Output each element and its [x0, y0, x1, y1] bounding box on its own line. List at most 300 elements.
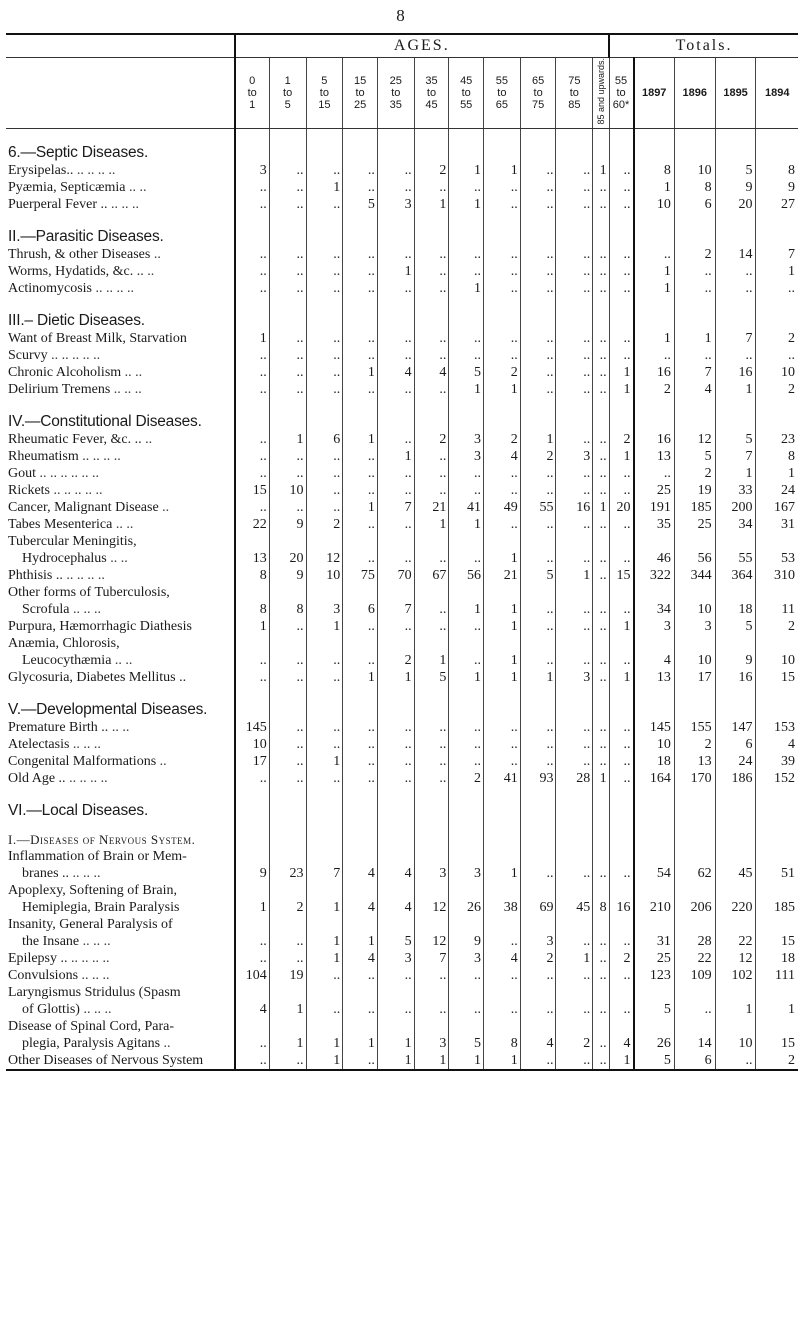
row-label: Disease of Spinal Cord, Para- [8, 1018, 175, 1034]
table-cell: .. [269, 381, 306, 398]
table-cell: .. [343, 381, 378, 398]
table-row [6, 753, 798, 770]
table-cell: .. [556, 865, 593, 882]
table-cell [235, 297, 270, 330]
table-cell: 185 [674, 499, 715, 516]
table-cell: 8 [235, 601, 270, 618]
table-cell: .. [593, 465, 609, 482]
table-cell: 206 [674, 899, 715, 916]
age-header-from: 0 [249, 74, 256, 87]
table-cell: 2 [484, 431, 521, 448]
table-cell [520, 584, 556, 601]
table-cell: 310 [756, 567, 798, 584]
table-cell: .. [609, 967, 633, 984]
leader-dots: .. [153, 246, 161, 262]
table-cell: 1 [343, 669, 378, 686]
table-cell: .. [756, 280, 798, 297]
table-cell [674, 882, 715, 899]
age-header-to-word: to [569, 86, 579, 99]
table-cell [715, 984, 756, 1001]
table-cell [377, 213, 414, 246]
table-cell [520, 984, 556, 1001]
table-cell: 2 [609, 950, 633, 967]
table-cell [414, 398, 449, 431]
table-cell [634, 635, 675, 652]
table-cell [634, 882, 675, 899]
table-cell: 9 [269, 567, 306, 584]
table-cell [556, 848, 593, 865]
table-cell [484, 1018, 521, 1035]
table-cell [674, 635, 715, 652]
table-cell [674, 916, 715, 933]
table-cell: 3 [634, 618, 675, 635]
table-cell: 2 [674, 246, 715, 263]
table-cell: .. [414, 482, 449, 499]
table-cell: .. [609, 550, 633, 567]
table-cell: .. [269, 499, 306, 516]
table-cell [756, 533, 798, 550]
table-cell: 1 [609, 669, 633, 686]
table-cell: 1 [756, 263, 798, 280]
totals-label: Totals. [675, 37, 733, 54]
table-cell: .. [593, 719, 609, 736]
row-label [6, 719, 235, 736]
row-label-text: Erysipelas.. [8, 162, 74, 178]
table-cell [593, 916, 609, 933]
year-column-header: 1896 [674, 58, 715, 129]
table-cell: .. [235, 364, 270, 381]
table-row [6, 601, 798, 618]
table-cell: .. [343, 770, 378, 787]
age-header-to: 55 [460, 98, 473, 111]
table-cell: 1 [449, 280, 484, 297]
table-cell: 22 [715, 933, 756, 950]
table-cell [593, 686, 609, 719]
table-row [6, 482, 798, 499]
age-column-header [414, 58, 449, 129]
table-cell: .. [520, 364, 556, 381]
table-cell [306, 635, 343, 652]
table-cell: 2 [520, 950, 556, 967]
table-cell: .. [520, 347, 556, 364]
table-cell: 7 [756, 246, 798, 263]
table-cell: .. [520, 246, 556, 263]
table-cell: .. [609, 933, 633, 950]
row-label [6, 669, 235, 686]
row-label-text: Scurvy [8, 347, 48, 363]
leader-dots: .. .. [110, 550, 128, 566]
table-cell: .. [520, 196, 556, 213]
table-cell: .. [484, 736, 521, 753]
table-cell: 10 [269, 482, 306, 499]
table-cell: .. [715, 263, 756, 280]
table-cell: .. [414, 330, 449, 347]
table-cell [414, 533, 449, 550]
table-cell: 111 [756, 967, 798, 984]
table-cell: 1 [520, 431, 556, 448]
table-cell: 152 [756, 770, 798, 787]
table-cell [306, 1018, 343, 1035]
table-cell: 1 [269, 431, 306, 448]
table-cell: 1 [715, 1001, 756, 1018]
table-cell [377, 787, 414, 820]
table-cell: .. [556, 482, 593, 499]
table-cell [449, 1018, 484, 1035]
row-label [6, 499, 235, 516]
table-cell: 1 [414, 652, 449, 669]
table-cell [593, 584, 609, 601]
table-cell: 1 [484, 162, 521, 179]
table-cell [377, 686, 414, 719]
table-cell: .. [269, 950, 306, 967]
row-label-text: Congenital Malformations [8, 753, 157, 769]
table-cell [414, 635, 449, 652]
table-cell: .. [235, 933, 270, 950]
table-cell: .. [414, 347, 449, 364]
age-header-from: 75 [568, 74, 581, 87]
table-cell: .. [269, 196, 306, 213]
table-cell: .. [609, 162, 633, 179]
leader-dots: .. .. [128, 179, 147, 195]
table-cell: .. [556, 550, 593, 567]
table-row [6, 1052, 798, 1070]
table-cell: .. [520, 967, 556, 984]
table-cell: 3 [556, 669, 593, 686]
table-cell: 16 [556, 499, 593, 516]
table-cell [343, 584, 378, 601]
table-cell: .. [634, 465, 675, 482]
table-cell: 27 [756, 196, 798, 213]
age-header-to-word: to [426, 86, 437, 99]
table-cell: .. [414, 465, 449, 482]
table-cell: 7 [306, 865, 343, 882]
table-cell: .. [556, 330, 593, 347]
table-cell: .. [593, 865, 609, 882]
table-cell: .. [609, 770, 633, 787]
table-cell [674, 213, 715, 246]
table-cell: .. [343, 347, 378, 364]
table-cell: 31 [634, 933, 675, 950]
table-cell: .. [269, 933, 306, 950]
table-cell: 1 [343, 499, 378, 516]
table-cell: .. [593, 381, 609, 398]
table-cell: .. [484, 719, 521, 736]
table-cell: .. [377, 550, 414, 567]
table-cell: 5 [634, 1052, 675, 1070]
age-column-header [306, 58, 343, 129]
table-cell: .. [377, 967, 414, 984]
table-row-continued-label [6, 984, 798, 1001]
table-cell: .. [343, 652, 378, 669]
table-cell: 6 [306, 431, 343, 448]
table-cell [343, 533, 378, 550]
table-cell: 9 [715, 179, 756, 196]
table-cell: 70 [377, 567, 414, 584]
table-cell [520, 1018, 556, 1035]
table-cell: 1 [449, 601, 484, 618]
table-cell: .. [593, 347, 609, 364]
table-cell: 3 [449, 865, 484, 882]
table-cell: 1 [377, 669, 414, 686]
table-row-continued-label [6, 635, 798, 652]
table-cell [235, 984, 270, 1001]
table-row [6, 179, 798, 196]
table-cell: 200 [715, 499, 756, 516]
table-cell [593, 848, 609, 865]
table-cell: .. [449, 652, 484, 669]
table-cell [235, 635, 270, 652]
table-cell [634, 398, 675, 431]
table-cell: 1 [269, 1001, 306, 1018]
table-cell [674, 984, 715, 1001]
table-row [6, 364, 798, 381]
table-cell: .. [377, 516, 414, 533]
table-row [6, 431, 798, 448]
table-cell: .. [520, 601, 556, 618]
year-column-header: 1897 [634, 58, 675, 129]
table-cell [756, 686, 798, 719]
table-cell: 56 [449, 567, 484, 584]
table-cell: .. [306, 246, 343, 263]
table-cell: 2 [756, 1052, 798, 1070]
table-cell: .. [269, 618, 306, 635]
table-cell: .. [235, 246, 270, 263]
table-cell: .. [269, 280, 306, 297]
table-cell [235, 533, 270, 550]
table-cell: 5 [715, 162, 756, 179]
table-cell: .. [556, 347, 593, 364]
table-cell: .. [756, 347, 798, 364]
table-cell: .. [306, 381, 343, 398]
table-cell [306, 213, 343, 246]
table-cell: 2 [756, 381, 798, 398]
table-cell [449, 128, 484, 162]
table-cell: .. [343, 179, 378, 196]
table-cell: 10 [674, 652, 715, 669]
table-cell: .. [484, 967, 521, 984]
table-cell [377, 635, 414, 652]
table-cell: 6 [674, 196, 715, 213]
table-cell: 8 [593, 899, 609, 916]
table-cell: .. [609, 263, 633, 280]
table-cell [674, 820, 715, 848]
table-cell: .. [343, 246, 378, 263]
age-header-from: 35 [425, 74, 438, 87]
table-cell: 1 [484, 381, 521, 398]
table-cell: .. [484, 179, 521, 196]
table-row [6, 967, 798, 984]
table-cell [520, 882, 556, 899]
table-cell: 10 [756, 364, 798, 381]
table-cell [756, 1018, 798, 1035]
table-cell: .. [484, 246, 521, 263]
leader-dots: .. .. .. .. .. [53, 482, 103, 498]
table-cell [343, 128, 378, 162]
age-column-header [556, 58, 593, 129]
table-cell: .. [593, 263, 609, 280]
table-cell: .. [449, 465, 484, 482]
age-column-header [520, 58, 556, 129]
table-cell [609, 882, 633, 899]
table-cell [343, 635, 378, 652]
table-cell: .. [593, 753, 609, 770]
table-cell [634, 984, 675, 1001]
age-header-from: 1 [284, 74, 291, 87]
table-cell: .. [306, 1001, 343, 1018]
table-cell: .. [269, 652, 306, 669]
table-cell: .. [556, 431, 593, 448]
table-cell: .. [306, 280, 343, 297]
table-cell [556, 398, 593, 431]
table-cell: .. [306, 967, 343, 984]
table-cell [343, 848, 378, 865]
table-cell: .. [520, 280, 556, 297]
table-cell: 8 [269, 601, 306, 618]
table-cell: .. [484, 933, 521, 950]
row-label: Anæmia, Chlorosis, [8, 635, 120, 651]
table-cell: 8 [484, 1035, 521, 1052]
table-cell [715, 787, 756, 820]
age-header-to-word: to [497, 86, 507, 99]
table-cell: .. [343, 330, 378, 347]
table-cell: .. [674, 280, 715, 297]
table-cell [520, 297, 556, 330]
row-label [6, 516, 235, 533]
table-cell: 4 [235, 1001, 270, 1018]
subsection-heading-row [6, 820, 798, 848]
table-cell [235, 686, 270, 719]
leader-dots: .. .. .. .. [76, 162, 116, 178]
table-cell: .. [343, 618, 378, 635]
table-cell: 7 [414, 950, 449, 967]
table-row [6, 347, 798, 364]
table-row [6, 899, 798, 916]
table-cell: 41 [449, 499, 484, 516]
row-label: Laryngismus Stridulus (Spasm [8, 984, 181, 1000]
table-cell: .. [484, 482, 521, 499]
table-cell [306, 686, 343, 719]
table-cell: .. [449, 482, 484, 499]
row-label [6, 381, 235, 398]
table-cell: .. [377, 162, 414, 179]
leader-dots: .. .. .. .. [71, 950, 110, 966]
row-label-text: Purpura, Hæmorrhagic Diathesis [8, 618, 192, 634]
table-cell [609, 635, 633, 652]
table-cell [634, 128, 675, 162]
table-cell: .. [449, 263, 484, 280]
table-cell [414, 686, 449, 719]
row-label-text: Cancer, Malignant Disease [8, 499, 159, 515]
row-label: Apoplexy, Softening of Brain, [8, 882, 178, 898]
age-header-to: 65 [495, 98, 509, 111]
table-cell: 3 [235, 162, 270, 179]
row-label [6, 162, 235, 179]
table-cell: .. [556, 1001, 593, 1018]
table-cell: 1 [484, 618, 521, 635]
table-cell: .. [556, 736, 593, 753]
table-cell: 11 [756, 601, 798, 618]
table-cell: .. [343, 263, 378, 280]
table-row-continued-label [6, 916, 798, 933]
row-label [6, 364, 235, 381]
leader-dots: .. [162, 499, 170, 515]
table-cell: 1 [484, 652, 521, 669]
table-cell: 55 [715, 550, 756, 567]
table-cell [484, 398, 521, 431]
table-cell: 1 [484, 669, 521, 686]
table-cell: .. [556, 263, 593, 280]
table-cell [556, 820, 593, 848]
table-cell: 9 [235, 865, 270, 882]
table-cell: 35 [634, 516, 675, 533]
table-cell: 45 [556, 899, 593, 916]
table-cell: 7 [377, 499, 414, 516]
table-cell: 3 [520, 933, 556, 950]
table-cell: .. [235, 448, 270, 465]
table-cell [484, 820, 521, 848]
row-label [6, 482, 235, 499]
table-cell [756, 297, 798, 330]
age-header-to: 45 [425, 98, 438, 111]
table-cell: .. [269, 448, 306, 465]
table-cell: 9 [269, 516, 306, 533]
table-cell: .. [269, 1052, 306, 1070]
table-cell: 3 [449, 431, 484, 448]
table-cell: 93 [520, 770, 556, 787]
table-cell [484, 584, 521, 601]
table-cell [306, 584, 343, 601]
age-header-to: 25 [353, 98, 367, 111]
table-cell: .. [520, 618, 556, 635]
row-label-text: plegia, Paralysis Agitans [22, 1035, 161, 1051]
table-cell: .. [520, 550, 556, 567]
table-cell: .. [609, 736, 633, 753]
table-cell: 22 [674, 950, 715, 967]
table-row [6, 465, 798, 482]
table-cell: .. [520, 753, 556, 770]
table-row [6, 448, 798, 465]
table-cell: 322 [634, 567, 675, 584]
table-cell [674, 398, 715, 431]
upwards-label: 85 and upwards. [595, 58, 606, 125]
table-cell: .. [235, 465, 270, 482]
table-cell: .. [593, 950, 609, 967]
table-cell: 2 [520, 448, 556, 465]
table-cell: .. [593, 967, 609, 984]
table-cell: 1 [609, 448, 633, 465]
section-heading-row [6, 128, 798, 162]
table-cell: 67 [414, 567, 449, 584]
table-row [6, 950, 798, 967]
age-header-from: 25 [389, 74, 402, 87]
section-heading-row [6, 787, 798, 820]
table-cell [377, 584, 414, 601]
table-cell: 186 [715, 770, 756, 787]
section-heading-row [6, 213, 798, 246]
table-cell: 7 [715, 448, 756, 465]
table-cell: 12 [414, 899, 449, 916]
table-cell [593, 787, 609, 820]
table-cell: .. [556, 179, 593, 196]
table-cell: .. [484, 347, 521, 364]
row-label-text: Rheumatic Fever, &c. .. [8, 431, 142, 447]
table-cell [377, 128, 414, 162]
table-cell: 1 [609, 364, 633, 381]
leader-dots: .. [145, 431, 153, 447]
age-header-row [6, 58, 798, 129]
table-cell: 4 [756, 736, 798, 753]
leader-dots: .. .. [114, 652, 133, 668]
